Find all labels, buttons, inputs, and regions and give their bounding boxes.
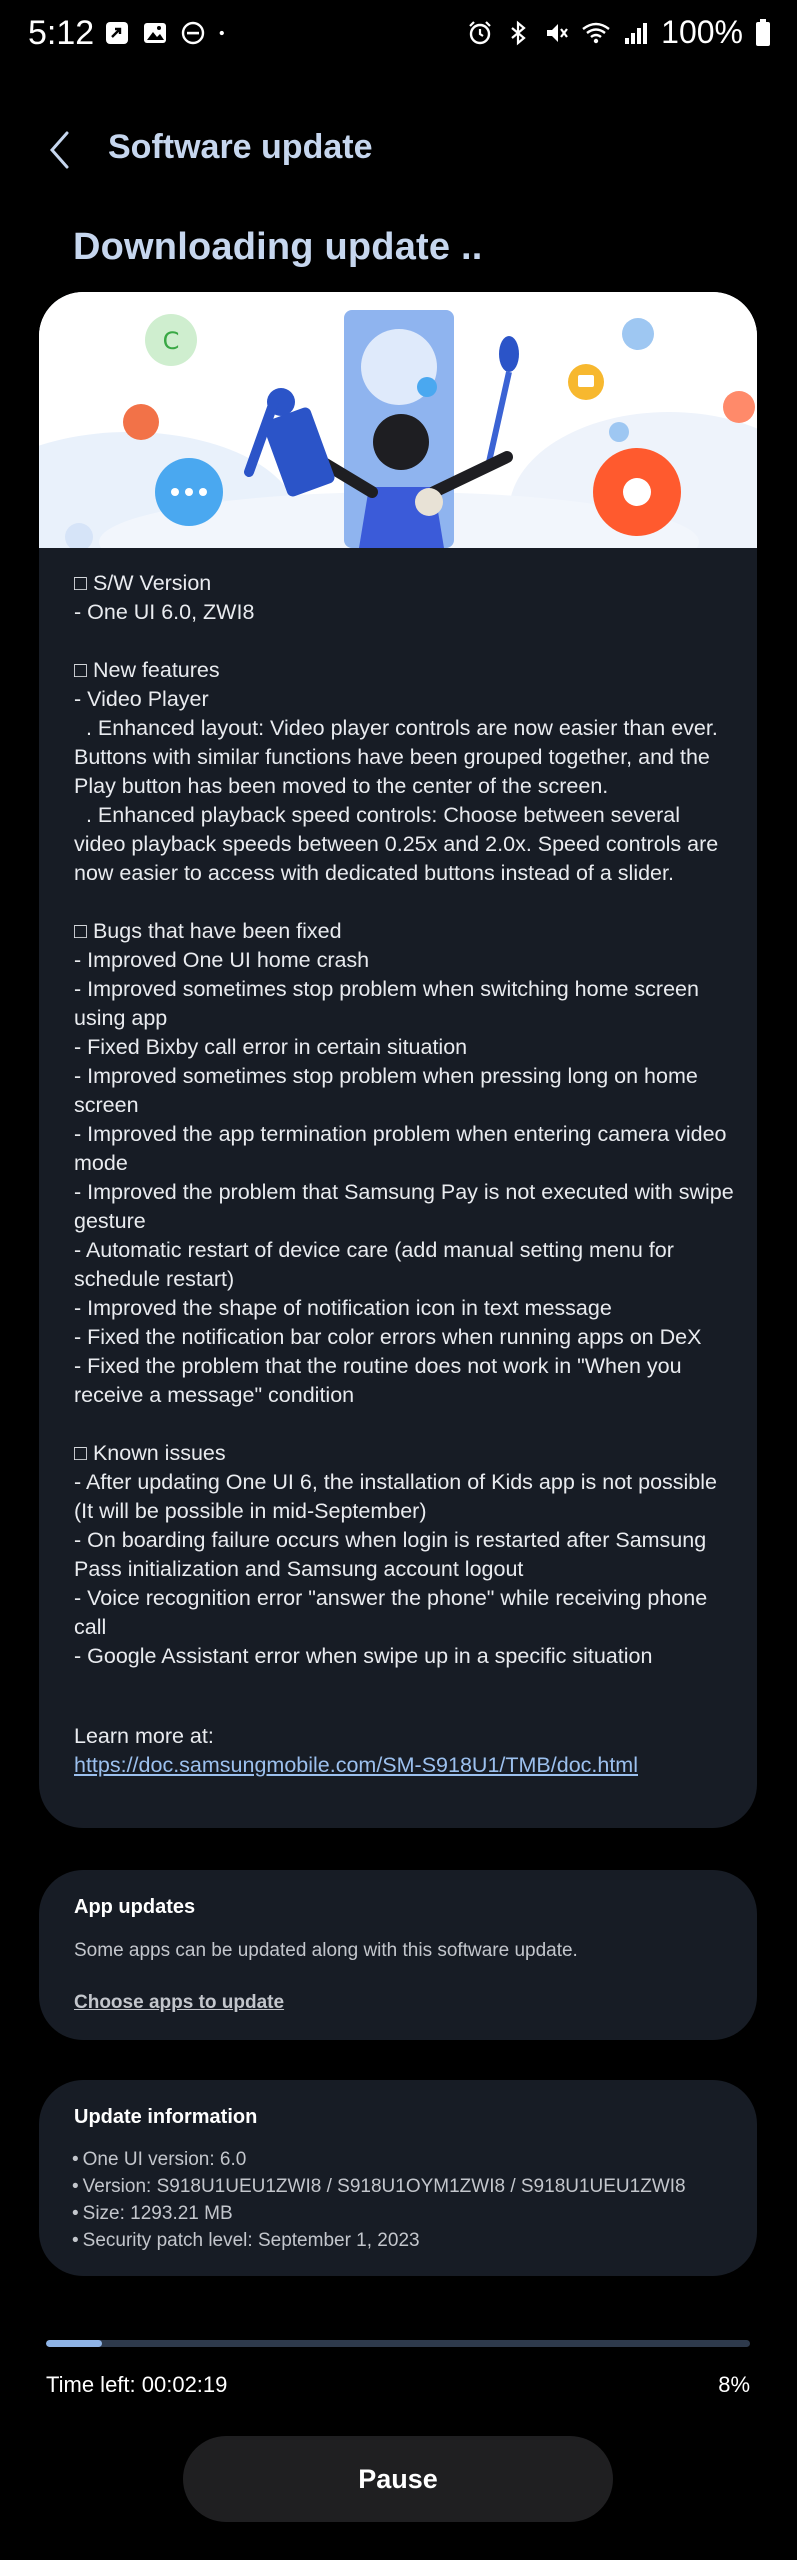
share-icon [104, 20, 130, 46]
status-time: 5:12 [28, 14, 95, 52]
dnd-icon [180, 20, 206, 46]
release-note-line: □ Bugs that have been fixed [74, 919, 342, 943]
release-note-line: . Enhanced layout: Video player controls are now easier than ever. Buttons with similar functions have been grouped together, and the Play button has been moved to the center of the screen. [74, 716, 724, 798]
svg-text:C: C [162, 327, 180, 355]
release-note-line: - Fixed the problem that the routine does not work in "When you receive a message" condition [74, 1354, 688, 1407]
learn-more-label: Learn more at: [74, 1724, 214, 1748]
choose-apps-link[interactable]: Choose apps to update [74, 1992, 285, 2013]
battery-percentage: 100% [661, 14, 743, 50]
bluetooth-icon [505, 20, 531, 46]
update-information-title: Update information [74, 2106, 258, 2128]
release-note-line: - Video Player [74, 687, 209, 711]
release-note-line: - Fixed Bixby call error in certain situation [74, 1035, 468, 1059]
release-notes-text [74, 569, 740, 1671]
info-security-patch: • Security patch level: September 1, 2023 [72, 2227, 686, 2254]
release-notes-card [39, 292, 757, 1828]
update-information-list [72, 2146, 686, 2254]
release-note-line [74, 627, 734, 656]
release-note-line: - One UI 6.0, ZWI8 [74, 600, 255, 624]
app-bar-title: Software update [108, 128, 373, 166]
release-note-line: - Improved One UI home crash [74, 948, 370, 972]
update-information-card [39, 2080, 757, 2276]
alarm-icon [467, 20, 493, 46]
signal-icon [623, 20, 649, 46]
status-left-icons [104, 20, 232, 46]
release-note-line: - Google Assistant error when swipe up in a specific situation [74, 1644, 653, 1668]
app-updates-description: Some apps can be updated along with this software update. [74, 1940, 578, 1961]
status-right-icons [467, 14, 771, 51]
download-progress-fill [46, 2340, 102, 2347]
chevron-left-icon [47, 129, 73, 171]
learn-more-link[interactable]: https://doc.samsungmobile.com/SM-S918U1/TMB/doc.html [74, 1753, 638, 1777]
app-updates-card [39, 1870, 757, 2040]
page-heading: Downloading update .. [73, 226, 483, 268]
release-note-line: - Improved the problem that Samsung Pay is not executed with swipe gesture [74, 1180, 740, 1233]
progress-percent: 8% [718, 2372, 750, 2397]
release-note-line [74, 888, 734, 917]
time-left: Time left: 00:02:19 [46, 2372, 228, 2397]
info-version: • Version: S918U1UEU1ZWI8 / S918U1OYM1ZWI8 / S918U1UEU1ZWI8 [72, 2173, 686, 2200]
release-note-line: □ New features [74, 658, 220, 682]
app-bar [0, 118, 797, 182]
download-progress-bar [46, 2340, 750, 2347]
release-note-line: - Automatic restart of device care (add manual setting menu for schedule restart) [74, 1238, 680, 1291]
release-note-line: - Voice recognition error "answer the phone" while receiving phone call [74, 1586, 714, 1639]
release-note-line [74, 1410, 734, 1439]
status-bar [0, 0, 797, 70]
app-updates-title: App updates [74, 1896, 196, 1918]
info-size: • Size: 1293.21 MB [72, 2200, 686, 2227]
release-note-line: . Enhanced playback speed controls: Choose between several video playback speeds between 0.25x and 2.0x. Speed controls are now easier to access with dedicated buttons instead of a slider. [74, 803, 725, 885]
release-note-line: □ Known issues [74, 1441, 226, 1465]
release-note-line: □ S/W Version [74, 571, 212, 595]
release-note-line: - Improved the shape of notification icon in text message [74, 1296, 612, 1320]
release-note-line: - Improved the app termination problem when entering camera video mode [74, 1122, 733, 1175]
back-button[interactable] [40, 122, 80, 178]
release-note-line: - Improved sometimes stop problem when pressing long on home screen [74, 1064, 704, 1117]
mute-icon [543, 20, 569, 46]
pause-button[interactable]: Pause [183, 2436, 613, 2522]
one-ui-banner-illustration [39, 292, 757, 548]
release-note-line: - On boarding failure occurs when login is restarted after Samsung Pass initialization and Samsung account logout [74, 1528, 713, 1581]
wifi-icon [581, 20, 611, 46]
info-one-ui-version: • One UI version: 6.0 [72, 2146, 686, 2173]
release-note-line: - After updating One UI 6, the installation of Kids app is not possible (It will be possible in mid-September) [74, 1470, 723, 1523]
release-note-line: - Improved sometimes stop problem when switching home screen using app [74, 977, 705, 1030]
release-note-line: - Fixed the notification bar color errors when running apps on DeX [74, 1325, 702, 1349]
battery-icon [755, 19, 771, 47]
dot-icon [218, 20, 232, 46]
image-icon [142, 20, 168, 46]
